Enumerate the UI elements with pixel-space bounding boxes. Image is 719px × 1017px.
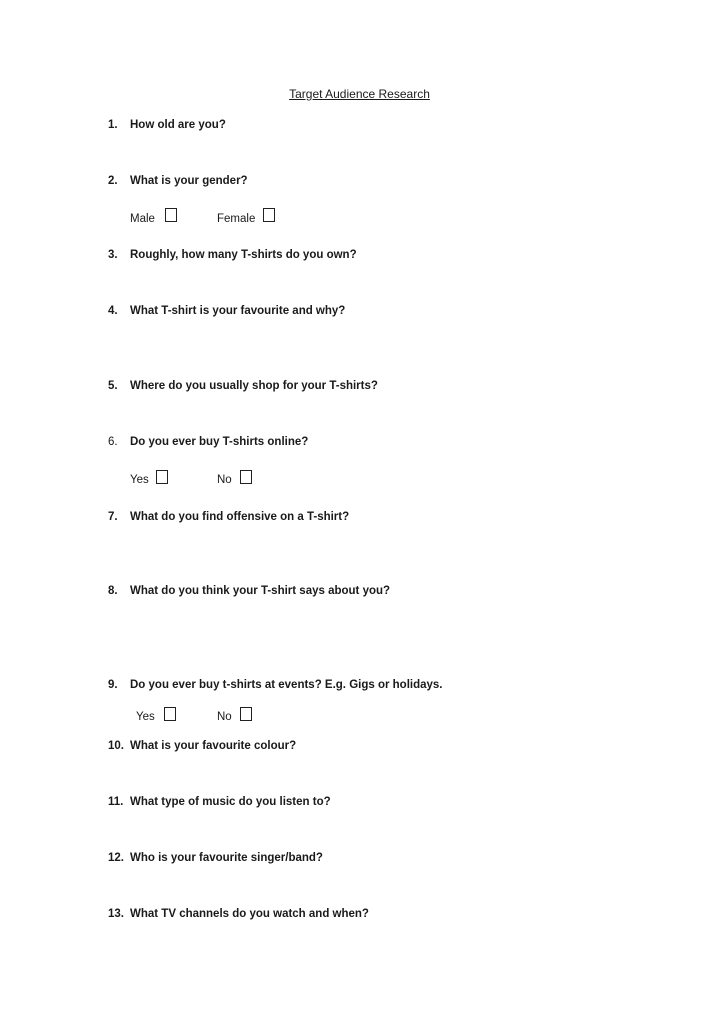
question-10 <box>108 740 296 752</box>
question-text: Roughly, how many T-shirts do you own? <box>130 249 357 261</box>
question-text: Where do you usually shop for your T-shirts? <box>130 380 378 392</box>
question-number: 6. <box>108 436 118 448</box>
question-text: What is your favourite colour? <box>130 740 297 752</box>
option-no-label: No <box>217 474 232 486</box>
question-2 <box>108 175 248 187</box>
option-no-label: No <box>217 711 232 723</box>
question-6 <box>108 436 308 448</box>
question-number: 4. <box>108 305 118 317</box>
online-yes-checkbox[interactable] <box>156 470 168 484</box>
question-text: What is your gender? <box>130 175 248 187</box>
question-number: 10. <box>108 740 124 752</box>
option-male-label: Male <box>130 213 155 225</box>
question-number: 11. <box>108 796 124 808</box>
question-text: Do you ever buy t-shirts at events? E.g. Gigs or holidays. <box>130 679 443 691</box>
question-number: 1. <box>108 119 118 131</box>
question-text: What do you think your T-shirt says about you? <box>130 585 391 597</box>
question-number: 9. <box>108 679 118 691</box>
events-yes-checkbox[interactable] <box>164 707 176 721</box>
question-text: Who is your favourite singer/band? <box>130 852 323 864</box>
question-number: 7. <box>108 511 118 523</box>
question-text: What TV channels do you watch and when? <box>130 908 369 920</box>
female-checkbox[interactable] <box>263 208 275 222</box>
question-text: Do you ever buy T-shirts online? <box>130 436 309 448</box>
question-text: What do you find offensive on a T-shirt? <box>130 511 350 523</box>
question-number: 5. <box>108 380 118 392</box>
online-no-checkbox[interactable] <box>240 470 252 484</box>
question-number: 2. <box>108 175 118 187</box>
question-11 <box>108 796 331 808</box>
question-text: What type of music do you listen to? <box>130 796 331 808</box>
question-7 <box>108 511 349 523</box>
option-yes-label: Yes <box>136 711 155 723</box>
male-checkbox[interactable] <box>165 208 177 222</box>
question-8 <box>108 585 390 597</box>
question-text: How old are you? <box>130 119 226 131</box>
option-female-label: Female <box>217 213 256 225</box>
page-title: Target Audience Research <box>289 87 430 101</box>
question-1 <box>108 119 226 131</box>
question-number: 8. <box>108 585 118 597</box>
question-text: What T-shirt is your favourite and why? <box>130 305 346 317</box>
question-number: 3. <box>108 249 118 261</box>
question-5 <box>108 380 378 392</box>
question-number: 13. <box>108 908 124 920</box>
question-3 <box>108 249 357 261</box>
question-13 <box>108 908 369 920</box>
events-no-checkbox[interactable] <box>240 707 252 721</box>
option-yes-label: Yes <box>130 474 149 486</box>
question-9 <box>108 679 443 691</box>
question-12 <box>108 852 323 864</box>
question-number: 12. <box>108 852 124 864</box>
question-4 <box>108 305 345 317</box>
